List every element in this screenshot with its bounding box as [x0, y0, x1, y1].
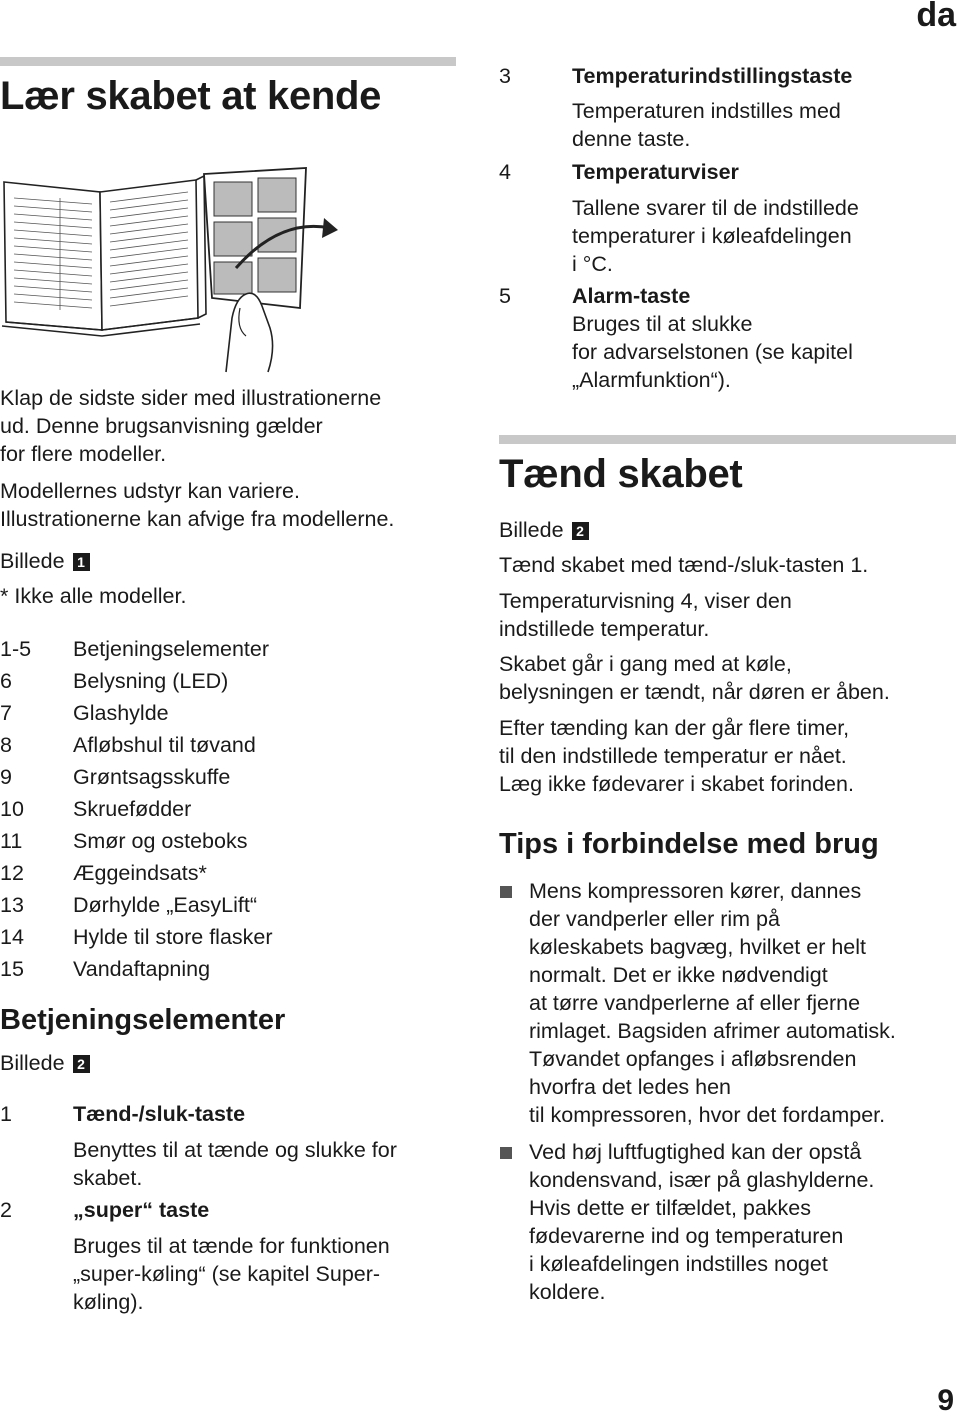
part-name: Glashylde: [73, 701, 169, 725]
control-title: Temperaturviser: [572, 160, 739, 184]
tip-item: Ved høj luftfugtighed kan der opstå kondensvand, især på glashylderne. Hvis dette er tilfældet, pakkes fødevarerne ind og temperaturen i køleafdelingen indstilles noget koldere.: [529, 1140, 875, 1304]
figure-label: Billede: [0, 1051, 65, 1075]
controls-heading: Betjeningselementer: [0, 1004, 286, 1036]
paragraph: Efter tænding kan der går flere timer, til den indstillede temperatur er nået. Læg ikke fødevarer i skabet forinden.: [499, 716, 854, 796]
control-description: Benyttes til at tænde og slukke for skabet.: [73, 1138, 397, 1190]
figure-number-badge: 2: [73, 1055, 90, 1073]
list-item: [0, 953, 440, 985]
figure-reference: [499, 516, 589, 544]
paragraph: Tænd skabet med tænd-/sluk-tasten 1.: [499, 553, 869, 577]
list-item: [0, 825, 440, 857]
part-name: Smør og osteboks: [73, 829, 248, 853]
figure-label: Billede: [0, 549, 65, 573]
models-paragraph: Modellernes udstyr kan variere. Illustrationerne kan afvige fra modellerne.: [0, 479, 395, 531]
control-description: Temperaturen indstilles med denne taste.: [572, 99, 841, 151]
section-rule: [0, 57, 456, 66]
figure-reference: [0, 1049, 90, 1077]
part-number: 13: [0, 893, 24, 917]
control-number: 2: [0, 1198, 12, 1222]
paragraph: Skabet går i gang med at køle, belysningen er tændt, når døren er åben.: [499, 652, 890, 704]
fold-out-manual-illustration: [0, 158, 340, 380]
list-item: [0, 697, 440, 729]
tips-heading: Tips i forbindelse med brug: [499, 828, 879, 860]
list-item: [0, 665, 440, 697]
control-title: „super“ taste: [73, 1198, 210, 1222]
part-name: Belysning (LED): [73, 669, 229, 693]
intro-paragraph: Klap de sidste sider med illustrationerne ud. Denne brugsanvisning gælder for flere modeller.: [0, 386, 382, 466]
part-name: Vandaftapning: [73, 957, 211, 981]
control-description: Bruges til at slukke for advarselstonen (se kapitel „Alarmfunktion“).: [572, 312, 853, 392]
part-name: Dørhylde „EasyLift“: [73, 893, 257, 917]
figure-label: Billede: [499, 518, 564, 542]
paragraph: Temperaturvisning 4, viser den indstillede temperatur.: [499, 589, 792, 641]
list-item: [0, 793, 440, 825]
list-item: [0, 633, 440, 665]
tip-item: Mens kompressoren kører, dannes der vandperler eller rim på køleskabets bagvæg, hvilket er helt normalt. Det er ikke nødvendigt at tørre vandperlerne af eller fjerne rimlaget. Bagsiden afrimer automatisk. Tøvandet opfanges i afløbsrenden hvorfra det ledes hen til kompressoren, hvor det fordamper.: [529, 879, 896, 1127]
control-number: 1: [0, 1102, 12, 1126]
section-title: Tænd skabet: [499, 452, 743, 496]
part-number: 6: [0, 669, 12, 693]
figure-number-badge: 1: [73, 553, 90, 571]
bullet-icon: [500, 886, 512, 898]
list-item: [0, 921, 440, 953]
part-name: Afløbshul til tøvand: [73, 733, 256, 757]
control-number: 5: [499, 284, 511, 308]
language-code: da: [916, 0, 956, 34]
part-number: 15: [0, 957, 24, 981]
part-number: 11: [0, 829, 23, 853]
figure-number-badge: 2: [572, 522, 589, 540]
part-number: 9: [0, 765, 12, 789]
part-name: Betjeningselementer: [73, 637, 270, 661]
figure-reference: [0, 547, 90, 575]
bullet-icon: [500, 1147, 512, 1159]
list-item: [0, 729, 440, 761]
control-number: 3: [499, 64, 511, 88]
control-number: 4: [499, 160, 511, 184]
part-name: Hylde til store flasker: [73, 925, 273, 949]
part-number: 10: [0, 797, 24, 821]
page-number: 9: [937, 1384, 954, 1417]
part-number: 7: [0, 701, 12, 725]
part-number: 1-5: [0, 637, 32, 661]
section-rule: [499, 435, 956, 444]
control-description: Bruges til at tænde for funktionen „super-køling“ (se kapitel Super- køling).: [73, 1234, 390, 1314]
footnote: * Ikke alle modeller.: [0, 584, 187, 608]
part-number: 14: [0, 925, 24, 949]
control-title: Tænd-/sluk-taste: [73, 1102, 246, 1126]
control-title: Alarm-taste: [572, 284, 691, 308]
part-name: Æggeindsats*: [73, 861, 207, 885]
control-title: Temperaturindstillingstaste: [572, 64, 853, 88]
control-description: Tallene svarer til de indstillede temperaturer i køleafdelingen i °C.: [572, 196, 859, 276]
list-item: [0, 857, 440, 889]
page-title: Lær skabet at kende: [0, 74, 382, 118]
part-number: 8: [0, 733, 12, 757]
list-item: [0, 889, 440, 921]
part-name: Grøntsagsskuffe: [73, 765, 231, 789]
part-number: 12: [0, 861, 24, 885]
part-name: Skruefødder: [73, 797, 192, 821]
list-item: [0, 761, 440, 793]
